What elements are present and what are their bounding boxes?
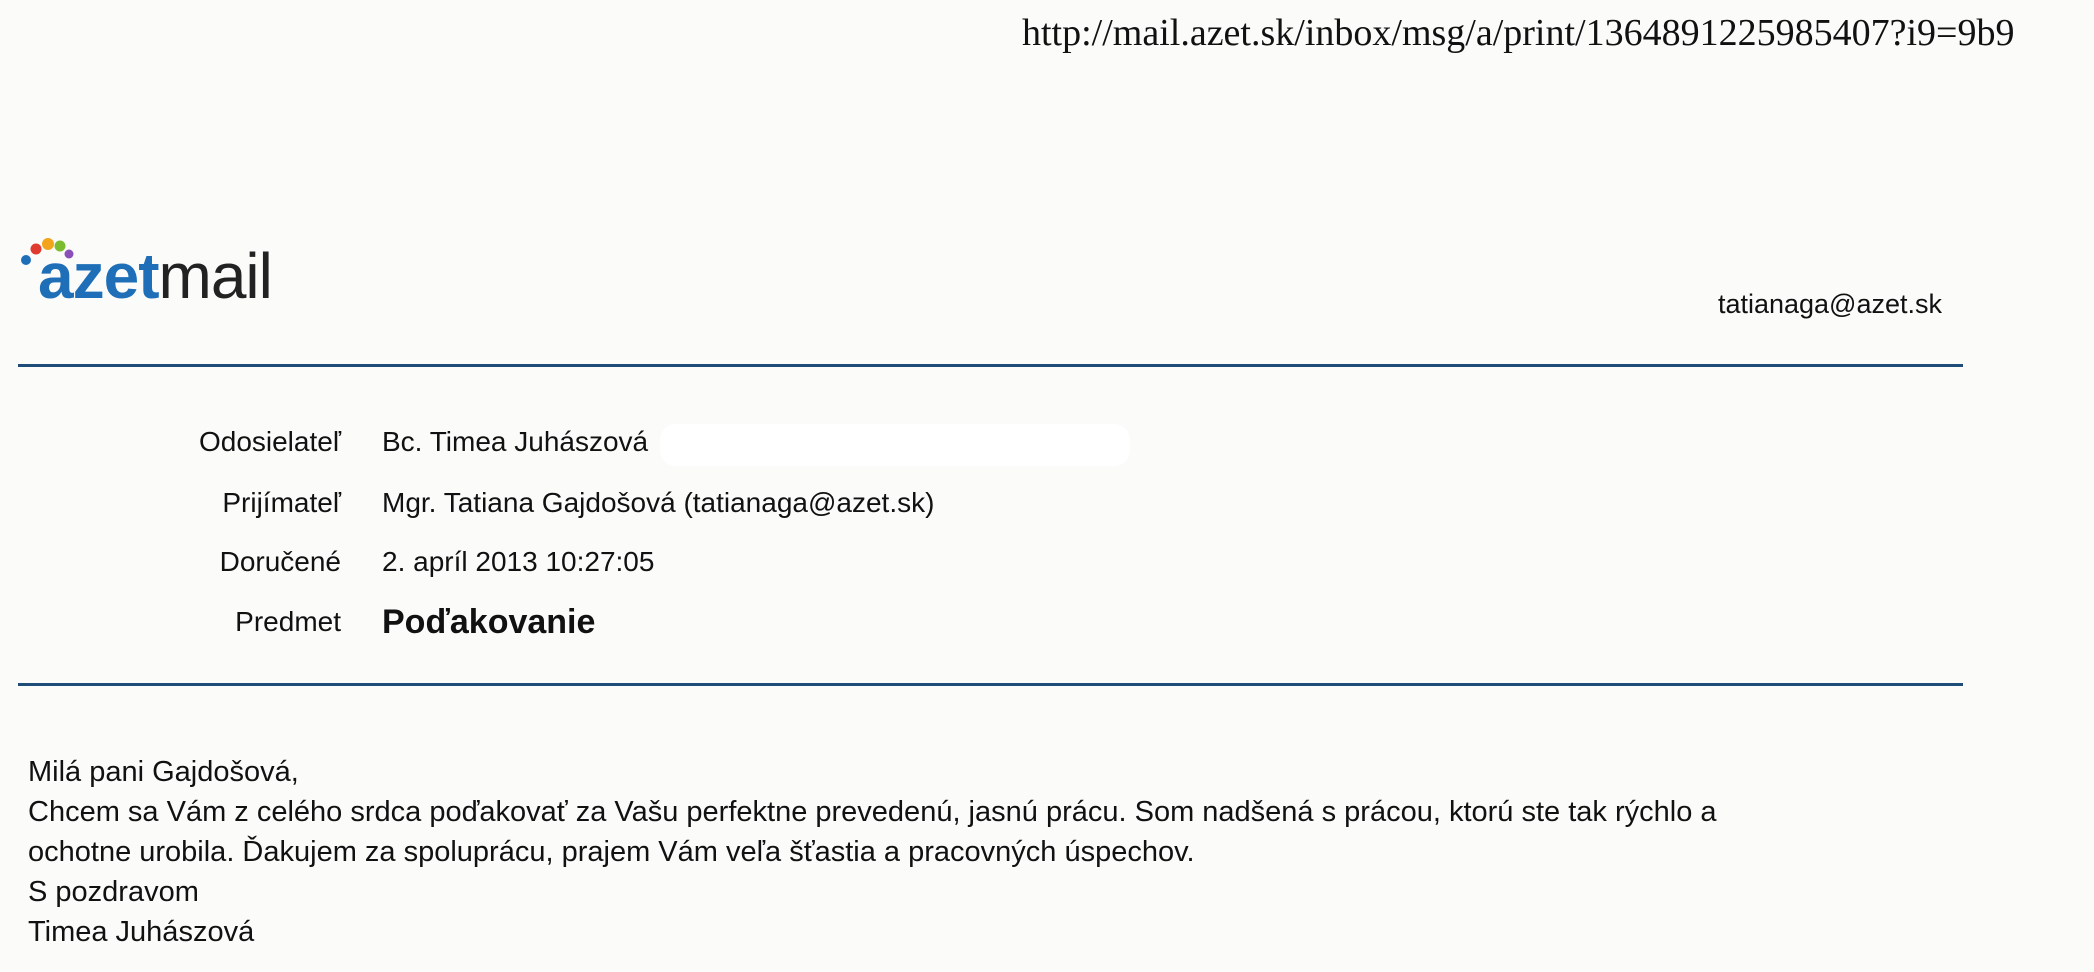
recipient-value: Mgr. Tatiana Gajdošová (tatianaga@azet.sk) [382, 487, 935, 518]
sender-value: Bc. Timea Juhászová [382, 426, 649, 457]
delivered-label: Doručené [219, 546, 341, 577]
message-line-2: ochotne urobila. Ďakujem za spoluprácu, prajem Vám veľa šťastia a pracovných úspechov. [28, 836, 1195, 868]
sender-label: Odosielateľ [198, 426, 341, 457]
subject-value: Poďakovanie [382, 603, 596, 641]
azetmail-logo [16, 232, 376, 324]
message-body [28, 752, 1978, 952]
account-email: tatianaga@azet.sk [1717, 289, 1942, 319]
delivered-value: 2. apríl 2013 10:27:05 [382, 546, 655, 577]
logo-brand: azet [38, 240, 159, 312]
message-signature: Timea Juhászová [28, 916, 255, 948]
message-line-1: Chcem sa Vám z celého srdca poďakovať za Vašu perfektne prevedenú, jasnú prácu. Som nadšená s prácou, ktorú ste tak rýchlo a [28, 796, 1717, 828]
recipient-row [0, 475, 1400, 531]
logo-product: mail [158, 240, 272, 312]
subject-label: Predmet [235, 606, 341, 637]
subject-row [0, 594, 1400, 650]
print-url: http://mail.azet.sk/inbox/msg/a/print/1364891225985407?i9=9b9 [1022, 12, 2015, 54]
message-greeting: Milá pani Gajdošová, [28, 756, 299, 788]
message-closing: S pozdravom [28, 876, 199, 908]
redaction-mark [660, 424, 1130, 466]
header-divider-bottom [18, 683, 1963, 686]
recipient-label: Prijímateľ [222, 487, 341, 518]
header-divider-top [18, 364, 1963, 367]
delivered-row [0, 534, 1400, 590]
